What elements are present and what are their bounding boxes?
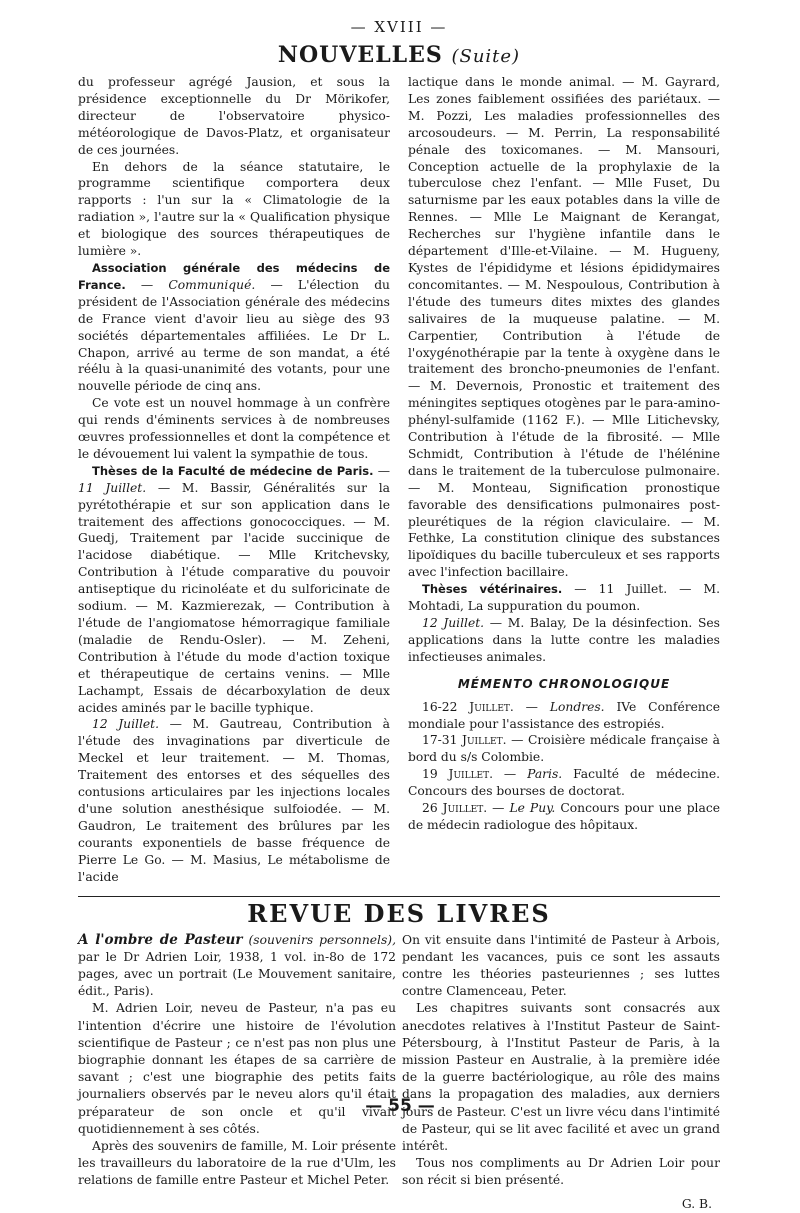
book-subtitle: (souvenirs personnels), [248,932,396,947]
book-ref: par le Dr Adrien Loir, 1938, 1 vol. in-8o de 172 pages, avec un portrait (Le Mouvement sanitaire, édit., Paris). [78,949,396,999]
memento-place: Paris. [527,767,563,782]
theses-12-date: 12 Juillet. [92,717,160,732]
vet-12-text: — M. Balay, De la désinfection. Ses applications dans la lutte contre les maladies infectieuses animales. [408,616,720,664]
page-number: — 55 — [365,1096,435,1116]
paragraph: M. Adrien Loir, neveu de Pasteur, n'a pas eu l'intention d'écrire une histoire de l'évolution scientifique de Pasteur ; ce n'est pas non plus une biographie donnant les étapes de sa carrière de savant ; c'est une biographie des petits faits journaliers observés par le neveu alors qu'il était préparateur de son oncle et qu'il vivait quotidiennement à ses côtés. [78,1001,396,1136]
memento-date: 17-31 Juillet. [422,733,507,748]
theses-paragraph: Thèses de la Faculté de médecine de Paris. — 11 Juillet. — M. Bassir, Généralités sur la pyrétothérapie et sur son application dans le traitement des affections gonococciques. — M. Guedj, Traitement par l'acide succinique de l'acidose diabétique. — Mlle Kritchevsky, Contribution à l'étude comparative du pouvoir antiseptique du ricinoléate et du sulforicinate de sodium. — M. Kazmierezak, — Contribution à l'étude de l'angiomatose hémorragique familiale (maladie de Rendu-Osler). — M. Zeheni, Contribution à l'étude du mode d'action toxique et thérapeutique de certains venins. — Mlle Lachampt, Essais de décarboxylation de deux acides aminés par le bacille typhique. [78,463,390,715]
section-title-text: NOUVELLES [277,42,443,68]
theses-11-date: 11 Juillet. [78,480,147,495]
vet-12-date: 12 Juillet. [422,616,485,630]
paragraph: Tous nos compliments au Dr Adrien Loir pour son récit si bien présenté. [402,1156,720,1188]
page [78,18,720,1213]
paragraph: En dehors de la séance statutaire, le programme scientifique comportera deux rapports : l'un sur la « Climatologie de la radiation », l'autre sur la « Qualification physique et biologique des sources thérapeutiques de lumière ». [78,159,390,259]
paragraph: lactique dans le monde animal. — M. Gayrard, Les zones faiblement ossifiées des pariétaux. — M. Pozzi, Les maladies professionnelles des arcosoudeurs. — M. Perrin, La responsabilité pénale des toxicomanes. — M. Mansouri, Conception actuelle de la prophylaxie de la tuberculose chez l'enfant. — Mlle Fuset, Du saturnisme par les eaux potables dans la ville de Rennes. — Mlle Le Maignant de Kerangat, Recherches sur l'hygiène infantile dans le département d'Ille-et-Vilaine. — M. Hugueny, Kystes de l'épididyme et lésions épididymaires concomitantes. — M. Nespoulous, Contribution à l'étude des tumeurs dites mixtes des glandes salivaires de la muqueuse palatine. — M. Carpentier, Contribution à l'étude de l'oxygénothérapie par la tente à oxygène dans le traitement des broncho-pneumonies de l'enfant. — M. Devernois, Pronostic et traitement des méningites septiques otogènes par le para-amino-phényl-sulfamide (1162 F.). — Mlle Litichevsky, Contribution à l'étude de la fibrosité. — Mlle Schmidt, Contribution à l'étude de l'hélénine dans le traitement de la tuberculose pulmonaire. — M. Monteau, Signification pronostique favorable des densifications pulmonaires post-pleurétiques de la région claviculaire. — M. Fethke, La constitution clinique des substances lipoïdiques du bacille tuberculeux et ses rapports avec l'infection bacillaire. [408,75,720,580]
roman-page-number: — XVIII — [350,18,448,36]
section-title [78,42,720,68]
signature: G. B. [681,1196,712,1211]
section-title-suite: (Suite) [451,46,521,67]
nouvelles-left-column [78,74,390,886]
vet-paragraph [408,581,720,615]
revue-left-column [78,932,396,1213]
assoc-text: — L'élection du président de l'Association générale des médecins de France vient d'avoir lieu au siège des 93 sociétés départementales affiliées. Le Dr L. Chapon, arrivé au terme de son mandat, a été réélu à la quasi-unanimité des votants, pour une nouvelle période de cinq ans. [78,277,390,394]
theses-12-paragraph [78,716,390,885]
theses-11-text: — M. Bassir, Généralités sur la pyrétothérapie et sur son application dans le traitement des affections gonococciques. — M. Guedj, Traitement par l'acide succinique de l'acidose diabétique. — Mlle Kritchevsky, Contribution à l'étude comparative du pouvoir antiseptique du ricinoléate et du sulforicinate de sodium. — M. Kazmierezak, — Contribution à l'étude de l'angiomatose hémorragique familiale (maladie de Rendu-Osler). — M. Zeheni, Contribution à l'étude du mode d'action toxique et thérapeutique de certains venins. — Mlle Lachampt, Essais de décarboxylation de deux acides aminés par le bacille typhique. [78,480,390,715]
book-reference [78,932,396,1001]
memento-place: Londres. [549,699,605,714]
assoc-communique: Communiqué. [168,277,256,292]
assoc-heading: Association générale des médecins de France. [78,260,390,292]
vet-11-text: — 11 Juillet. — M. Mohtadi, La suppuration du poumon. [408,582,720,614]
memento-item: 16-22 Juillet. — Londres. IVe Conférence mondiale pour l'assistance des estropiés. [408,699,720,731]
revue-right-column [402,932,720,1213]
memento-item: 19 Juillet. — Paris. Faculté de médecine. Concours des bourses de doctorat. [408,767,721,799]
memento-title: MÉMENTO CHRONOLOGIQUE [457,676,671,691]
paragraph: Après des souvenirs de famille, M. Loir présente les travailleurs du laboratoire de la rue d'Ulm, les relations de famille entre Pasteur et Michel Peter. [78,1138,396,1188]
memento-date: 26 Juillet. [422,801,488,816]
section-divider [78,896,720,897]
memento-item: 26 Juillet. — Le Puy. Concours pour une place de médecin radiologue des hôpitaux. [408,801,720,832]
memento-date: 19 Juillet. [422,767,494,782]
vet-12-paragraph [408,615,720,666]
theses-heading: Thèses de la Faculté de médecine de Paris. [92,463,374,478]
book-title: A l'ombre de Pasteur [78,931,243,948]
nouvelles-columns [78,74,720,886]
vet-heading: Thèses vétérinaires. [422,582,563,597]
memento-text: Faculté de médecine. Concours des bourses de doctorat. [408,767,721,799]
paragraph: du professeur agrégé Jausion, et sous la présidence exceptionnelle du Dr Mörikofer, directeur de l'observatoire physico-météorologique de Davos-Platz, et organisateur de ces journées. [78,75,390,157]
memento-text: IVe Conférence mondiale pour l'assistance des estropiés. [408,699,720,731]
memento-text: Concours pour une place de médecin radiologue des hôpitaux. [408,801,720,832]
revue-columns [78,932,720,1213]
nouvelles-right-column [408,74,720,886]
paragraph: Ce vote est un nouvel hommage à un confrère qui rends d'éminents services à de nombreuses œuvres professionnelles et dont la compétence et le dévouement lui valent la sympathie de tous. [78,396,390,461]
assoc-paragraph: Association générale des médecins de France. — Communiqué. — L'élection du président de l'Association générale des médecins de France vient d'avoir lieu au siège des 93 sociétés départementales affiliées. Le Dr L. Chapon, arrivé au terme de son mandat, a été réélu à la quasi-unanimité des votants, pour une nouvelle période de cinq ans. [78,260,390,394]
memento-text: Croisière médicale française à bord du s/s Colombie. [408,733,720,765]
paragraph: Les chapitres suivants sont consacrés aux anecdotes relatives à l'Institut Pasteur de Saint-Pétersbourg, à l'Institut Pasteur de Paris, à la mission Pasteur en Australie, à la première idée de la guerre bactériologique, au rôle des mains dans la propagation des maladies, aux derniers jours de Pasteur. C'est un livre vécu dans l'intimité de Pasteur, qui se lit avec facilité et avec un grand intérêt. [402,1001,720,1153]
memento-place: Le Puy. [509,801,556,816]
memento-item: 17-31 Juillet. — Croisière médicale française à bord du s/s Colombie. [408,733,720,765]
memento-date: 16-22 Juillet. [422,699,514,714]
paragraph: On vit ensuite dans l'intimité de Pasteur à Arbois, pendant les vacances, puis ce sont les assauts contre les théories pasteuriennes ; ses luttes contre Clamenceau, Peter. [402,932,720,999]
theses-12-text: — M. Gautreau, Contribution à l'étude des invaginations par diverticule de Meckel et leur traitement. — M. Thomas, Traitement des entorses et des séquelles des contusions articulaires par les injections locales d'une solution anesthésique sulfoiodée. — M. Gaudron, Le traitement des brûlures par les courants exponentiels de basse fréquence de Pierre Le Go. — M. Masius, Le métabolisme de l'acide [78,717,390,884]
revue-title: REVUE DES LIVRES [247,898,551,928]
